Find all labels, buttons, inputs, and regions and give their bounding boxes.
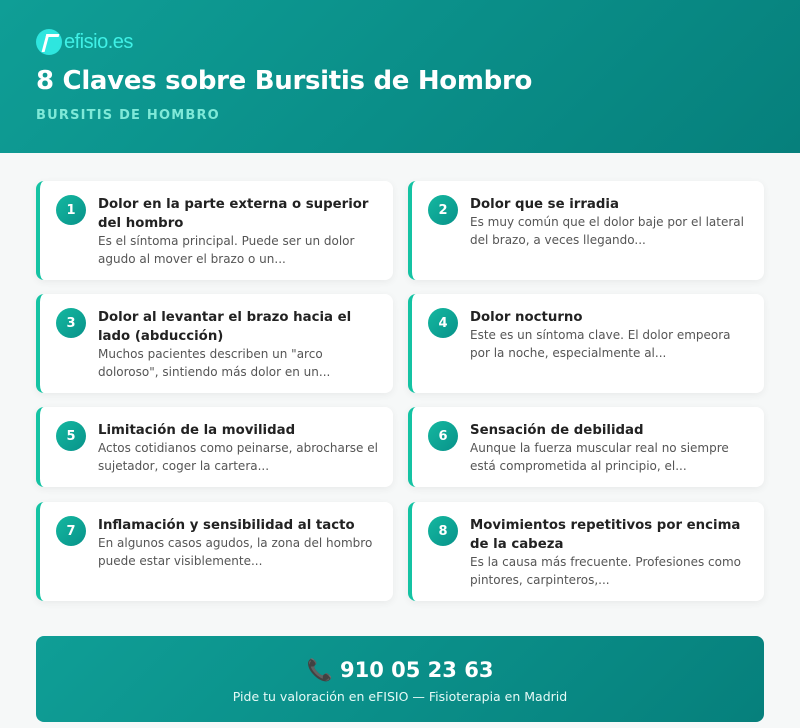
card-title: Dolor nocturno [470,310,583,325]
keys-grid [36,181,764,601]
phone-link[interactable] [36,658,764,683]
number-badge: 2 [428,195,458,225]
key-card [408,502,764,601]
logo[interactable] [36,28,764,56]
key-card [36,181,393,280]
contact-footer [36,636,764,722]
key-card [408,407,764,487]
card-text: Muchos pacientes describen un "arco doloroso", sintiendo más dolor en un... [98,347,331,379]
card-text: Es muy común que el dolor baje por el lateral del brazo, a veces llegando... [470,215,744,247]
phone-icon: 📞 [306,658,333,682]
logo-text: efisio.es [64,30,133,53]
card-title: Sensación de debilidad [470,423,644,438]
card-title: Dolor que se irradia [470,197,619,212]
card-text: Es el síntoma principal. Puede ser un dolor agudo al mover el brazo o un... [98,234,355,266]
card-text: Es la causa más frecuente. Profesiones como pintores, carpinteros,... [470,555,742,587]
card-title: Limitación de la movilidad [98,423,296,438]
key-card [36,294,393,393]
card-text: En algunos casos agudos, la zona del hombro puede estar visiblemente... [98,536,373,568]
phone-number: 910 05 23 63 [340,658,494,682]
number-badge: 5 [56,421,86,451]
logo-icon [36,29,62,55]
card-text: Aunque la fuerza muscular real no siempre está comprometida al principio, el... [470,441,729,473]
card-text: Este es un síntoma clave. El dolor empeora por la noche, especialmente al... [470,328,731,360]
page-title: 8 Claves sobre Bursitis de Hombro [36,66,533,96]
card-title: Dolor al levantar el brazo hacia el lado (abducción) [98,310,352,344]
key-card [408,294,764,393]
card-title: Movimientos repetitivos por encima de la cabeza [470,518,741,552]
number-badge: 3 [56,308,86,338]
page-subtitle: BURSITIS DE HOMBRO [36,108,220,123]
key-card [36,502,393,601]
number-badge: 1 [56,195,86,225]
number-badge: 8 [428,516,458,546]
number-badge: 4 [428,308,458,338]
card-title: Inflamación y sensibilidad al tacto [98,518,355,533]
number-badge: 7 [56,516,86,546]
header [0,0,800,153]
number-badge: 6 [428,421,458,451]
key-card [408,181,764,280]
card-text: Actos cotidianos como peinarse, abrocharse el sujetador, coger la cartera... [98,441,378,473]
key-card [36,407,393,487]
card-title: Dolor en la parte externa o superior del hombro [98,197,369,231]
footer-text: Pide tu valoración en eFISIO — Fisioterapia en Madrid [232,689,568,704]
